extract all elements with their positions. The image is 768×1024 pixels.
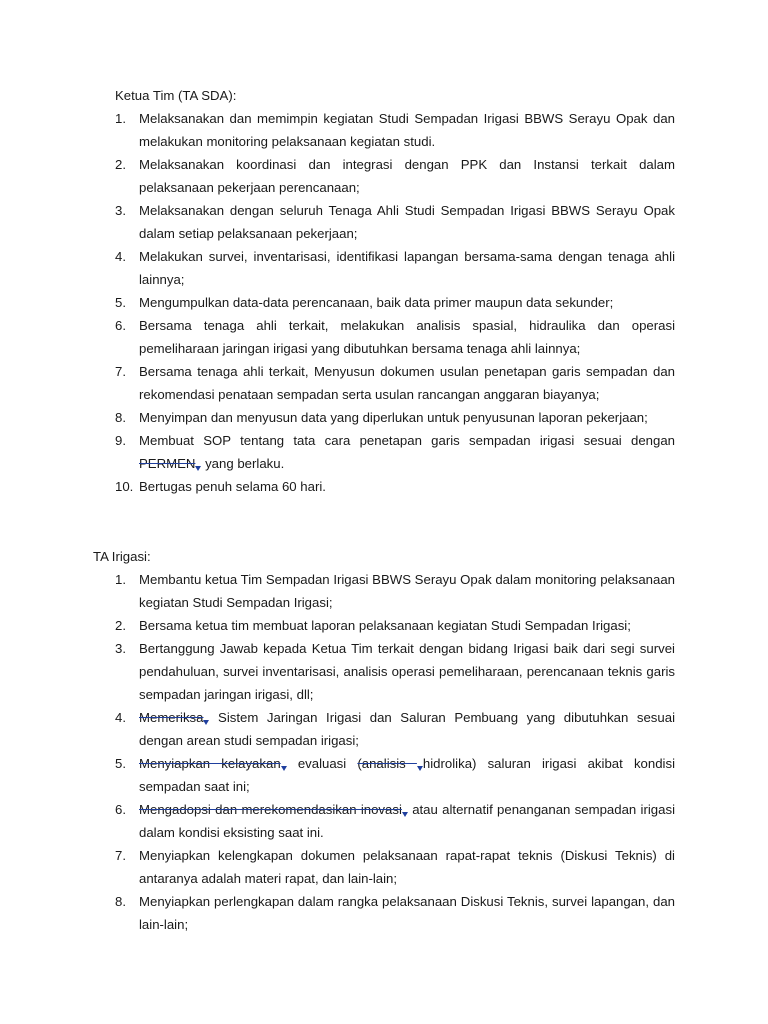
list-item bbox=[115, 199, 675, 245]
list-item-text: Menyiapkan perlengkapan dalam rangka pelaksanaan Diskusi Teknis, survei lapangan, dan lain-lain; bbox=[139, 894, 675, 932]
list-item-text: Bersama ketua tim membuat laporan pelaksanaan kegiatan Studi Sempadan Irigasi; bbox=[139, 618, 631, 633]
list-item bbox=[115, 614, 675, 637]
list-item bbox=[115, 245, 675, 291]
list-number: 5. bbox=[115, 756, 126, 771]
list-item-text: Melaksanakan koordinasi dan integrasi dengan PPK dan Instansi terkait dalam pelaksanaan pekerjaan perencanaan; bbox=[139, 157, 675, 195]
list-number: 6. bbox=[115, 318, 126, 333]
list-number: 3. bbox=[115, 641, 126, 656]
tracked-deletion: PERMEN bbox=[139, 456, 196, 471]
list-item-text: Bersama tenaga ahli terkait, melakukan analisis spasial, hidraulika dan operasi pemeliharaan jaringan irigasi yang dibutuhkan bersama tenaga ahli lainnya; bbox=[139, 318, 675, 356]
list-number: 8. bbox=[115, 410, 126, 425]
list-item-text: Bertugas penuh selama 60 hari. bbox=[139, 479, 326, 494]
list-item-text: Bertanggung Jawab kepada Ketua Tim terkait dengan bidang Irigasi baik dari segi survei pendahuluan, survei inventarisasi, analisis operasi pemeliharaan, perencanaan teknis garis sempadan jaringan irigasi, dll; bbox=[139, 641, 675, 702]
list-item bbox=[115, 798, 675, 844]
list-item bbox=[115, 844, 675, 890]
list-item bbox=[115, 890, 675, 936]
list-item bbox=[115, 291, 675, 314]
list-item-text: Menyimpan dan menyusun data yang diperlukan untuk penyusunan laporan pekerjaan; bbox=[139, 410, 648, 425]
tracked-deletion: Menyiapkan kelayakan bbox=[139, 756, 281, 771]
list-item-text-c: hidrolika) saluran irigasi akibat kondisi sempadan saat ini; bbox=[139, 756, 676, 794]
list-item bbox=[115, 314, 675, 360]
list-item-text: Menyiapkan kelengkapan dokumen pelaksanaan rapat-rapat teknis (Diskusi Teknis) di antaranya adalah materi rapat, dan lain-lain; bbox=[139, 848, 675, 886]
list-number: 4. bbox=[115, 710, 126, 725]
list-item bbox=[115, 752, 675, 798]
list-number: 2. bbox=[115, 157, 126, 172]
list-item-text: Membantu ketua Tim Sempadan Irigasi BBWS Serayu Opak dalam monitoring pelaksanaan kegiatan Studi Sempadan Irigasi; bbox=[139, 572, 675, 610]
list-number: 1. bbox=[115, 572, 126, 587]
list-item bbox=[115, 475, 675, 498]
list-item bbox=[115, 153, 675, 199]
list-item bbox=[115, 360, 675, 406]
list-item-text-b: evaluasi bbox=[286, 756, 358, 771]
list-item-text-b: yang berlaku. bbox=[201, 456, 285, 471]
ketua-tim-duties-list bbox=[115, 107, 675, 498]
list-item bbox=[115, 568, 675, 614]
list-number: 8. bbox=[115, 894, 126, 909]
list-item-text: Melaksanakan dan memimpin kegiatan Studi Sempadan Irigasi BBWS Serayu Opak dan melakukan monitoring pelaksanaan kegiatan studi. bbox=[139, 111, 675, 149]
list-item bbox=[115, 107, 675, 153]
list-number: 10. bbox=[115, 479, 134, 494]
tracked-deletion: (analisis bbox=[357, 756, 417, 771]
list-number: 9. bbox=[115, 433, 126, 448]
list-number: 4. bbox=[115, 249, 126, 264]
tracked-deletion: Memeriksa bbox=[139, 710, 204, 725]
list-number: 3. bbox=[115, 203, 126, 218]
section-title-ta-irigasi: TA Irigasi: bbox=[93, 549, 151, 564]
list-number: 1. bbox=[115, 111, 126, 126]
list-item-text-b: atau alternatif penanganan sempadan irigasi dalam kondisi eksisting saat ini. bbox=[139, 802, 676, 840]
list-item-text: Melakukan survei, inventarisasi, identifikasi lapangan bersama-sama dengan tenaga ahli lainnya; bbox=[139, 249, 675, 287]
list-item bbox=[115, 637, 675, 706]
list-number: 7. bbox=[115, 848, 126, 863]
list-number: 2. bbox=[115, 618, 126, 633]
list-item bbox=[115, 706, 675, 752]
list-item-text: Mengumpulkan data-data perencanaan, baik data primer maupun data sekunder; bbox=[139, 295, 614, 310]
list-number: 5. bbox=[115, 295, 126, 310]
list-number: 6. bbox=[115, 802, 126, 817]
list-item bbox=[115, 406, 675, 429]
list-item bbox=[115, 429, 675, 475]
list-item-text: Melaksanakan dengan seluruh Tenaga Ahli Studi Sempadan Irigasi BBWS Serayu Opak dalam setiap pelaksanaan pekerjaan; bbox=[139, 203, 675, 241]
list-item-text: Bersama tenaga ahli terkait, Menyusun dokumen usulan penetapan garis sempadan dan rekomendasi penataan sempadan serta usulan rancangan anggaran biayanya; bbox=[139, 364, 675, 402]
ta-irigasi-duties-list bbox=[115, 568, 675, 936]
list-item-text-a: Membuat SOP tentang tata cara penetapan garis sempadan irigasi sesuai dengan bbox=[139, 433, 675, 448]
list-number: 7. bbox=[115, 364, 126, 379]
section-title-ketua-tim: Ketua Tim (TA SDA): bbox=[115, 88, 237, 103]
tracked-deletion: Mengadopsi dan merekomendasikan inovasi bbox=[139, 802, 402, 817]
list-item-text-b: Sistem Jaringan Irigasi dan Saluran Pembuang yang dibutuhkan sesuai dengan arean studi sempadan irigasi; bbox=[139, 710, 675, 748]
